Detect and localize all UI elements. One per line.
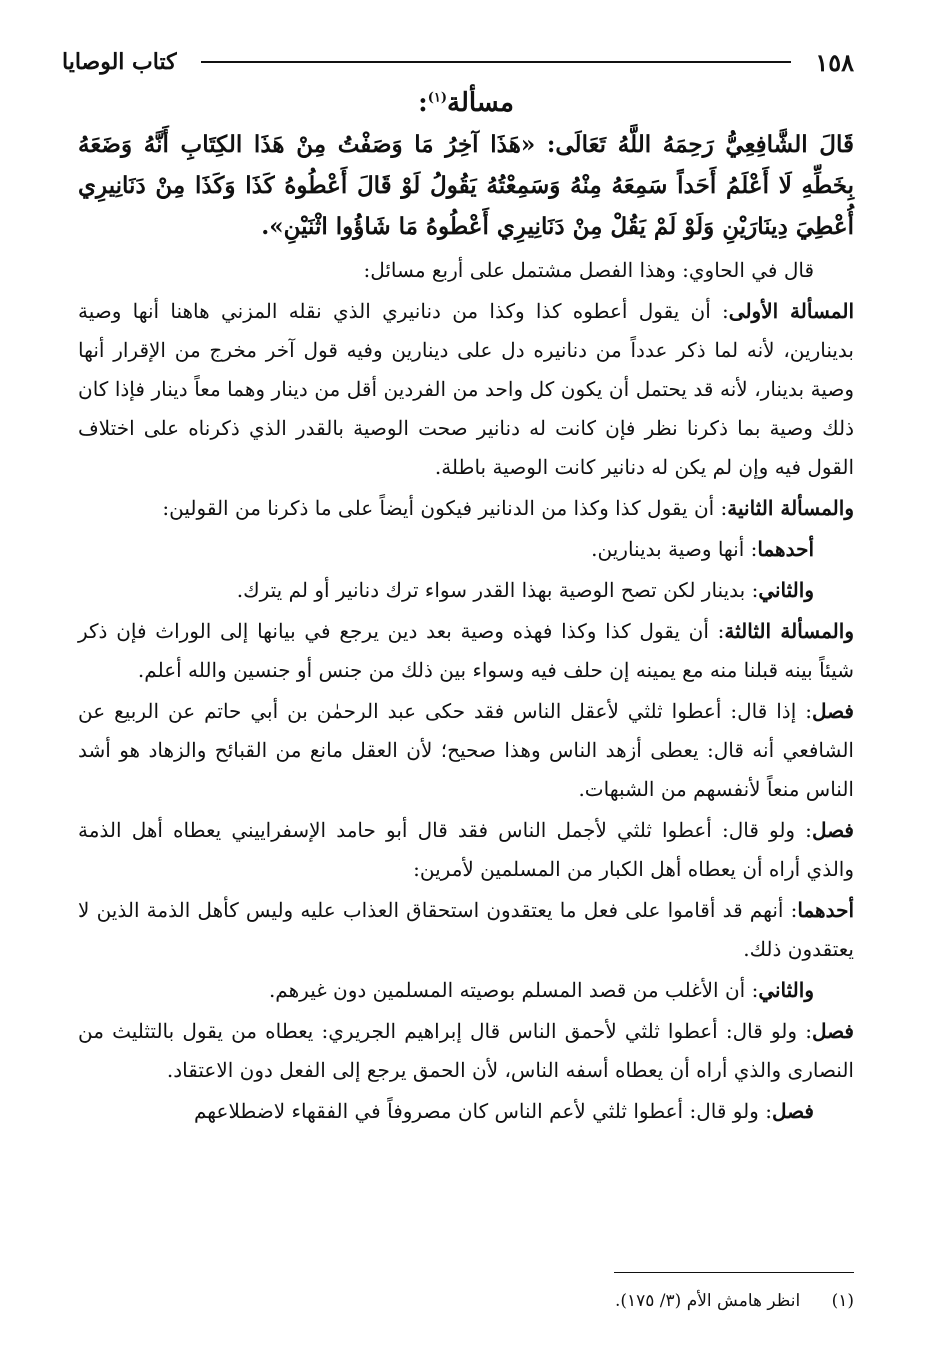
footnote-text: انظر هامش الأم (٣/ ١٧٥).: [614, 1291, 801, 1311]
heading-colon: :: [418, 88, 428, 118]
paragraph: [78, 571, 854, 610]
footnote-ref: (١): [427, 90, 447, 106]
paragraph: [78, 692, 854, 809]
paragraph: [78, 251, 854, 290]
page-body: [78, 88, 854, 1133]
paragraph: [78, 811, 854, 889]
paragraph-label: والثاني: [758, 978, 814, 1002]
footnote: [200, 1288, 854, 1314]
paragraph-label: والمسألة الثانية: [727, 496, 854, 520]
paragraph-text: : أنها وصية بدينارين.: [591, 537, 758, 561]
paragraph-text: : أنهم قد أقاموا على فعل ما يعتقدون استحقاق العذاب عليه وليس كأهل الذمة الذين لا يعتقدون ذلك.: [78, 898, 854, 961]
paragraph-label: أحدهما: [757, 537, 814, 561]
page-number: ١٥٨: [815, 47, 854, 77]
paragraph-label: والمسألة الثالثة: [724, 619, 854, 643]
paragraph-text: : أن يقول كذا وكذا فهذه وصية بعد دين يرجع في بيانها إلى الوراث فإن ذكر شيئاً بينه قبلنا منه مع يمينه إن حلف فيه وسواء بين ذلك من جنس أو جنسين والله أعلم.: [78, 619, 854, 682]
paragraph-label: فصل: [771, 1099, 814, 1123]
paragraph-label: المسألة الأولى: [728, 299, 855, 323]
header-rule: [201, 61, 792, 63]
paragraph-text: : أن يقول كذا وكذا من الدنانير فيكون أيضاً على ما ذكرنا من القولين:: [162, 496, 728, 520]
paragraph-label: فصل: [811, 818, 854, 842]
paragraph-label: أحدهما: [797, 898, 854, 922]
paragraph-list: [78, 251, 854, 1131]
paragraph: [78, 489, 854, 528]
section-heading: [78, 88, 854, 118]
page-header: [62, 42, 854, 82]
paragraph: [78, 891, 854, 969]
paragraph-text: : ولو قال: أعطوا ثلثي لأعم الناس كان مصروفاً في الفقهاء لاضطلاعهم: [194, 1099, 772, 1123]
paragraph: [78, 1092, 854, 1131]
paragraph-text: : أن الأغلب من قصد المسلم بوصيته المسلمين دون غيرهم.: [268, 978, 759, 1002]
footnote-number: (١): [831, 1291, 854, 1311]
paragraph-text: قال في الحاوي: وهذا الفصل مشتمل على أربع مسائل:: [363, 258, 814, 282]
paragraph: [78, 971, 854, 1010]
paragraph: [78, 612, 854, 690]
paragraph-label: والثاني: [758, 578, 814, 602]
paragraph: [78, 292, 854, 487]
paragraph-text: : أن يقول أعطوه كذا وكذا من دنانيري الذي نقله المزني هاهنا أنها وصية بدينارين، لأنه لما ذكر عدداً من دنانيره دل على دينارين وفيه قول آخر مخرج من الإقرار أنها وصية بدينار، لأنه قد يحتمل أن يكون كل واحد من الفردين أقل من دينار وهما معاً دينار فإذا كان ذلك وصية بما ذكرنا نظر فإن كانت له دنانير صحت الوصية بالقدر الذي ذكرناه على اختلاف القول فيه وإن لم يكن له دنانير كانت الوصية باطلة.: [78, 299, 854, 479]
heading-text: مسألة: [447, 88, 514, 118]
paragraph-label: فصل: [811, 1019, 854, 1043]
footnote-rule: [614, 1272, 854, 1273]
paragraph-text: : إذا قال: أعطوا ثلثي لأعقل الناس فقد حكى عبد الرحمٰن بن أبي حاتم عن الربيع عن الشافعي أنه قال: يعطى أزهد الناس وهذا صحيح؛ لأن العقل مانع من القبائح والزهاد هو أشد الناس منعاً لأنفسهم من الشبهات.: [78, 699, 854, 801]
paragraph-text: : بدينار لكن تصح الوصية بهذا القدر سواء ترك دنانير أو لم يترك.: [236, 578, 759, 602]
paragraph: [78, 530, 854, 569]
paragraph: [78, 1012, 854, 1090]
paragraph-text: : ولو قال: أعطوا ثلثي لأحمق الناس قال إبراهيم الجريري: يعطاه من يقول بالتثليث من النصارى والذي أراه أن يعطاه أسفه الناس، لأن الحمق يرجع إلى الفعل دون الاعتقاد.: [78, 1019, 854, 1082]
shafii-quote: قَالَ الشَّافِعِيُّ رَحِمَهُ اللَّهُ تَعَالَى: «هَذَا آخِرُ مَا وَصَفْتُ مِنْ هَذَا الكِتَابِ أَنَّهُ وَضَعَهُ بِخَطِّهِ لَا أَعْلَمُ أَحَداً سَمِعَهُ مِنْهُ وَسَمِعْتُهُ يَقُولُ لَوْ قَالَ أَعْطُوهُ كَذَا وَكَذَا مِنْ دَنَانِيرِي أُعْطِيَ دِينَارَيْنِ وَلَوْ لَمْ يَقُلْ مِنْ دَنَانِيرِي أَعْطُوهُ مَا شَاؤُوا اثْنَيْنِ».: [78, 131, 854, 240]
paragraph-label: فصل: [811, 699, 854, 723]
paragraph-text: : ولو قال: أعطوا ثلثي لأجمل الناس فقد قال أبو حامد الإسفراييني يعطاه أهل الذمة والذي أراه أن يعطاه أهل الكبار من المسلمين لأمرين:: [78, 818, 854, 881]
book-title: كتاب الوصايا: [62, 49, 177, 75]
